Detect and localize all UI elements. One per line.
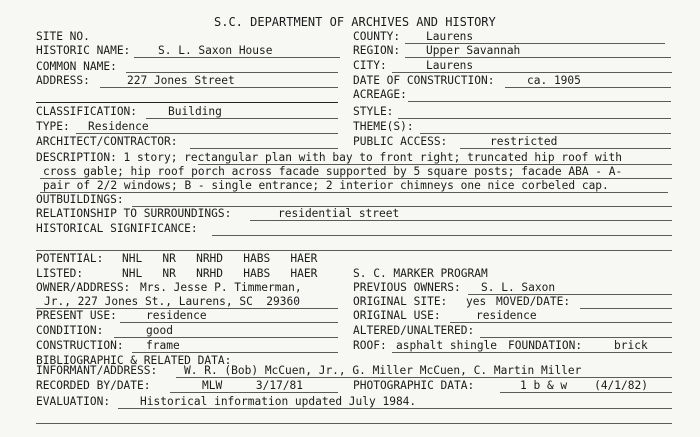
classification-label: CLASSIFICATION: [36,105,138,118]
style-label: STYLE: [353,105,394,118]
evaluation-underline [118,408,672,409]
theme-label: THEME(S): [353,120,414,133]
altered-label: ALTERED/UNALTERED: [353,324,475,337]
evaluation-value: Historical information updated July 1984. [140,395,417,408]
historic-name-underline [134,57,340,58]
altered-underline [480,337,672,338]
owner-address-value-2: Jr., 227 Jones St., Laurens, SC 29360 [44,295,300,308]
blank-line-1 [36,250,672,251]
photographic-value: 1 b & w (4/1/82) [520,379,648,392]
date-construction-value: ca. 1905 [527,74,581,87]
bibliographic-label: BIBLIOGRAPHIC & RELATED DATA: [36,354,232,367]
public-access-underline [460,148,671,149]
condition-label: CONDITION: [36,324,104,337]
acreage-label: ACREAGE: [353,88,407,101]
public-access-label: PUBLIC ACCESS: [353,135,448,148]
original-use-underline [450,322,672,323]
listed-codes: NHL NR NRHD HABS HAER [122,267,318,280]
historical-significance-label: HISTORICAL SIGNIFICANCE: [36,222,198,235]
foundation-value: brick [614,339,648,352]
present-use-value: residence [146,309,207,322]
relationship-label: RELATIONSHIP TO SURROUNDINGS: [36,207,232,220]
previous-owners-value: S. L. Saxon [481,281,556,294]
condition-value: good [146,324,173,337]
address-value: 227 Jones Street [127,74,235,87]
construction-underline [132,352,338,353]
site-no-label: SITE NO. [36,30,90,43]
recorded-label: RECORDED BY/DATE: [36,379,151,392]
blank-line-2 [36,423,672,424]
roof-underline [392,352,672,353]
marker-program-label: S. C. MARKER PROGRAM [353,267,488,280]
common-name-label: COMMON NAME: [36,60,117,73]
moved-date-label: MOVED/DATE: [496,295,571,308]
description-line-2: cross gable; hip roof porch across facade supported by 5 square posts; facade ABA - A- [43,165,623,178]
city-underline [392,72,672,73]
informant-value: W. R. (Bob) McCuen, Jr., G. Miller McCuen, C. Martin Miller [184,364,582,377]
photographic-underline [500,392,672,393]
relationship-value: residential street [278,207,400,220]
construction-value: frame [146,339,180,352]
common-name-underline [126,72,338,73]
region-underline [405,57,671,58]
present-use-label: PRESENT USE: [36,309,117,322]
style-underline [398,118,671,119]
evaluation-label: EVALUATION: [36,395,111,408]
original-site-value: yes [466,295,487,308]
form-header: S.C. DEPARTMENT OF ARCHIVES AND HISTORY [214,15,496,29]
moved-date-underline [580,308,672,309]
classification-underline [146,118,338,119]
city-label: CITY: [353,59,387,72]
historic-name-value: S. L. Saxon House [158,44,273,57]
architect-label: ARCHITECT/CONTRACTOR: [36,135,178,148]
historic-name-label: HISTORIC NAME: [36,44,131,57]
present-use-underline [120,322,338,323]
description-line-3: pair of 2/2 windows; B - single entrance; 2 interior chimneys one nice corbeled cap. [43,179,609,192]
county-value: Laurens [426,30,474,43]
address-label: ADDRESS: [36,74,90,87]
address-underline [100,87,338,88]
potential-label: POTENTIAL: [36,252,104,265]
original-site-label: ORIGINAL SITE: [353,295,448,308]
section-divider [36,102,338,103]
county-label: COUNTY: [353,30,401,43]
potential-codes: NHL NR NRHD HABS HAER [122,252,318,265]
architect-underline [190,148,338,149]
region-label: REGION: [353,44,401,57]
foundation-label: FOUNDATION: [508,339,583,352]
theme-underline [420,133,671,134]
historical-significance-underline [212,235,672,236]
public-access-value: restricted [490,135,558,148]
roof-label: ROOF: [353,339,387,352]
construction-label: CONSTRUCTION: [36,339,124,352]
listed-label: LISTED: [36,267,84,280]
original-use-label: ORIGINAL USE: [353,309,441,322]
description-line-1: DESCRIPTION: 1 story; rectangular plan with bay to front right; truncated hip roof with [36,151,622,164]
condition-underline [114,337,338,338]
description-underline-3 [40,192,668,193]
type-label: TYPE: [36,120,70,133]
classification-value: Building [168,105,222,118]
date-construction-label: DATE OF CONSTRUCTION: [353,74,495,87]
outbuildings-label: OUTBUILDINGS: [36,193,124,206]
acreage-underline [408,101,671,102]
type-value: Residence [88,120,149,133]
informant-underline [176,377,672,378]
original-use-value: residence [476,309,537,322]
city-value: Laurens [426,59,474,72]
owner-address-value-1: Mrs. Jesse P. Timmerman, [140,281,302,294]
type-underline [76,133,338,134]
recorded-underline [170,392,338,393]
informant-label: INFORMANT/ADDRESS: [36,364,158,377]
owner-address-label: OWNER/ADDRESS: [36,281,131,294]
relationship-underline [250,220,672,221]
recorded-value: MLW 3/17/81 [202,379,304,392]
photographic-label: PHOTOGRAPHIC DATA: [353,379,475,392]
previous-owners-label: PREVIOUS OWNERS: [353,281,461,294]
roof-value: asphalt shingle [396,339,498,352]
region-value: Upper Savannah [426,44,521,57]
date-construction-underline [505,87,671,88]
